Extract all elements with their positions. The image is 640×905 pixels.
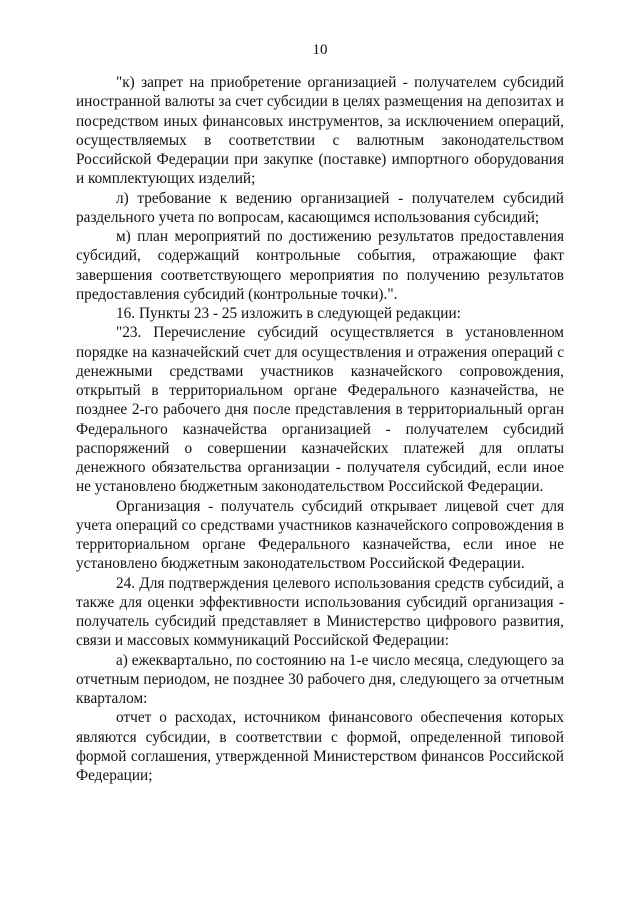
paragraph-personal-account: Организация - получатель субсидий открывает лицевой счет для учета операций со средствами участников казначейского сопровождения в территориальном органе Федерального казначейства, если иное не установлено бюджетным законодательством Российской Федерации. <box>76 497 564 573</box>
paragraph-m-action-plan: м) план мероприятий по достижению результатов предоставления субсидий, содержащий контрольные события, отражающие факт завершения соответствующего мероприятия по получению результатов предоставления субсидий (контрольные точки).". <box>76 228 564 303</box>
document-body <box>76 73 564 785</box>
paragraph-expense-report: отчет о расходах, источником финансового обеспечения которых являются субсидии, в соответствии с формой, определенной типовой формой соглашения, утвержденной Министерством финансов Российской Федерации; <box>76 709 564 784</box>
page-number: 10 <box>312 42 328 58</box>
paragraph-16-amendment: 16. Пункты 23 - 25 изложить в следующей редакции: <box>116 305 461 322</box>
paragraph-a-quarterly: а) ежеквартально, по состоянию на 1-е число месяца, следующего за отчетным периодом, не позднее 30 рабочего дня, следующего за отчетным кварталом: <box>76 651 564 707</box>
paragraph-23-transfer: "23. Перечисление субсидий осуществляется в установленном порядке на казначейский счет для осуществления и отражения операций с денежными средствами участников казначейского сопровождения, открытый в территориальном органе Федерального казначейства, не позднее 2-го рабочего дня после представления в территориальный орган Федерального казначейства организацией - получателем субсидий распоряжений о совершении казначейских платежей для оплаты денежного обязательства организации - получателя субсидий, если иное не установлено бюджетным законодательством Российской Федерации. <box>76 324 564 496</box>
paragraph-24-reporting: 24. Для подтверждения целевого использования средств субсидий, а также для оценки эффективности использования субсидий организация - получатель субсидий представляет в Министерство цифрового развития, связи и массовых коммуникаций Российской Федерации: <box>76 574 564 650</box>
paragraph-k-currency-ban: "к) запрет на приобретение организацией - получателем субсидий иностранной валюты за счет субсидии в целях размещения на депозитах и посредством иных финансовых инструментов, за исключением операций, осуществляемых в соответствии с валютным законодательством Российской Федерации при закупке (поставке) импортного оборудования и комплектующих изделий; <box>76 74 564 188</box>
paragraph-l-separate-accounting: л) требование к ведению организацией - получателем субсидий раздельного учета по вопросам, касающимся использования субсидий; <box>76 189 564 226</box>
